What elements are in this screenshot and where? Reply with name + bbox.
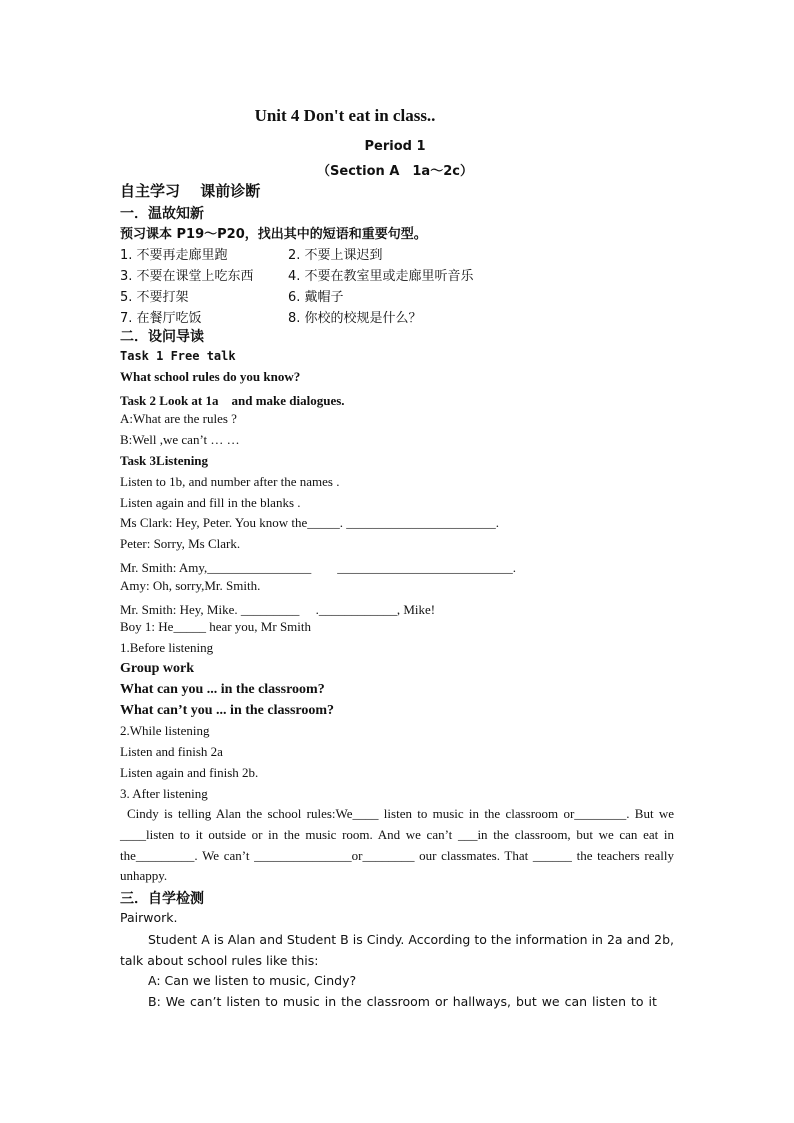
self-test-heading: 三．自学检测: [120, 891, 204, 907]
task1-label: Task 1 Free talk: [120, 349, 236, 363]
task2-line-b: B:Well ,we can’t … …: [120, 432, 240, 447]
task3-fill-line: Ms Clark: Hey, Peter. You know the_____. _______________________.: [120, 515, 500, 530]
phrase-item: 2. 不要上课迟到: [288, 248, 383, 263]
while-listening: 2.While listening: [120, 723, 210, 738]
period-label: Period 1: [364, 139, 426, 154]
after-listening-paragraph: Cindy is telling Alan the school rules:We____ listen to music in the classroom or________. But we ____listen to it outside or in the music room. And we can’t ___in the classroom, but we can eat in the_________. We can’t _______________or________ our classmates. That ______ the teachers really unhappy.: [120, 806, 674, 884]
task3-label: Task 3Listening: [120, 453, 209, 468]
review-heading: 一．温故知新: [120, 206, 204, 222]
phrase-item: 1. 不要再走廊里跑: [120, 248, 228, 263]
phrase-item: 4. 不要在教室里或走廊里听音乐: [288, 269, 474, 284]
group-work: Group work: [120, 661, 195, 676]
document-title: Unit 4 Don't eat in class..: [254, 106, 436, 125]
dialogue-line-b: B: We can’t listen to music in the classroom or hallways, but we can listen to it: [148, 994, 657, 1009]
task3-fill-line: Mr. Smith: Amy,________________ ___________________________.: [120, 560, 517, 575]
question-can: What can you ... in the classroom?: [120, 682, 325, 697]
phrase-item: 3. 不要在课堂上吃东西: [120, 269, 254, 284]
task1-question: What school rules do you know?: [120, 369, 301, 384]
task3-line: Listen again and fill in the blanks .: [120, 495, 301, 510]
phrase-item: 7. 在餐厅吃饭: [120, 311, 202, 326]
phrase-item: 8. 你校的校规是什么？: [288, 311, 422, 326]
while-line: Listen again and finish 2b.: [120, 765, 259, 780]
task2-line-a: A:What are the rules ?: [120, 411, 237, 426]
task3-line: Listen to 1b, and number after the names .: [120, 474, 340, 489]
task2-label: Task 2 Look at 1a and make dialogues.: [120, 393, 345, 408]
phrase-item: 5. 不要打架: [120, 290, 189, 305]
dialogue-line-a: A: Can we listen to music, Cindy?: [148, 973, 357, 988]
pairwork-paragraph: Student A is Alan and Student B is Cindy. According to the information in 2a and 2b, talk about school rules like this:: [120, 932, 674, 968]
task3-line: Amy: Oh, sorry,Mr. Smith.: [120, 578, 261, 593]
question-cant: What can’t you ... in the classroom?: [120, 703, 335, 718]
after-listening: 3. After listening: [120, 786, 208, 801]
before-listening: 1.Before listening: [120, 640, 214, 655]
section-label: （Section A 1a～2c）: [317, 164, 473, 179]
task3-fill-line: Boy 1: He_____ hear you, Mr Smith: [120, 619, 312, 634]
task3-line: Peter: Sorry, Ms Clark.: [120, 536, 241, 551]
preview-instruction: 预习课本 P19～P20，找出其中的短语和重要句型。: [120, 227, 427, 242]
while-line: Listen and finish 2a: [120, 744, 223, 759]
pairwork-label: Pairwork.: [120, 910, 178, 925]
self-study-heading: 自主学习 课前诊断: [120, 182, 261, 200]
task3-fill-line: Mr. Smith: Hey, Mike. _________ .____________, Mike!: [120, 602, 436, 617]
phrase-item: 6. 戴帽子: [288, 290, 344, 305]
guided-reading-heading: 二．设问导读: [120, 329, 204, 345]
